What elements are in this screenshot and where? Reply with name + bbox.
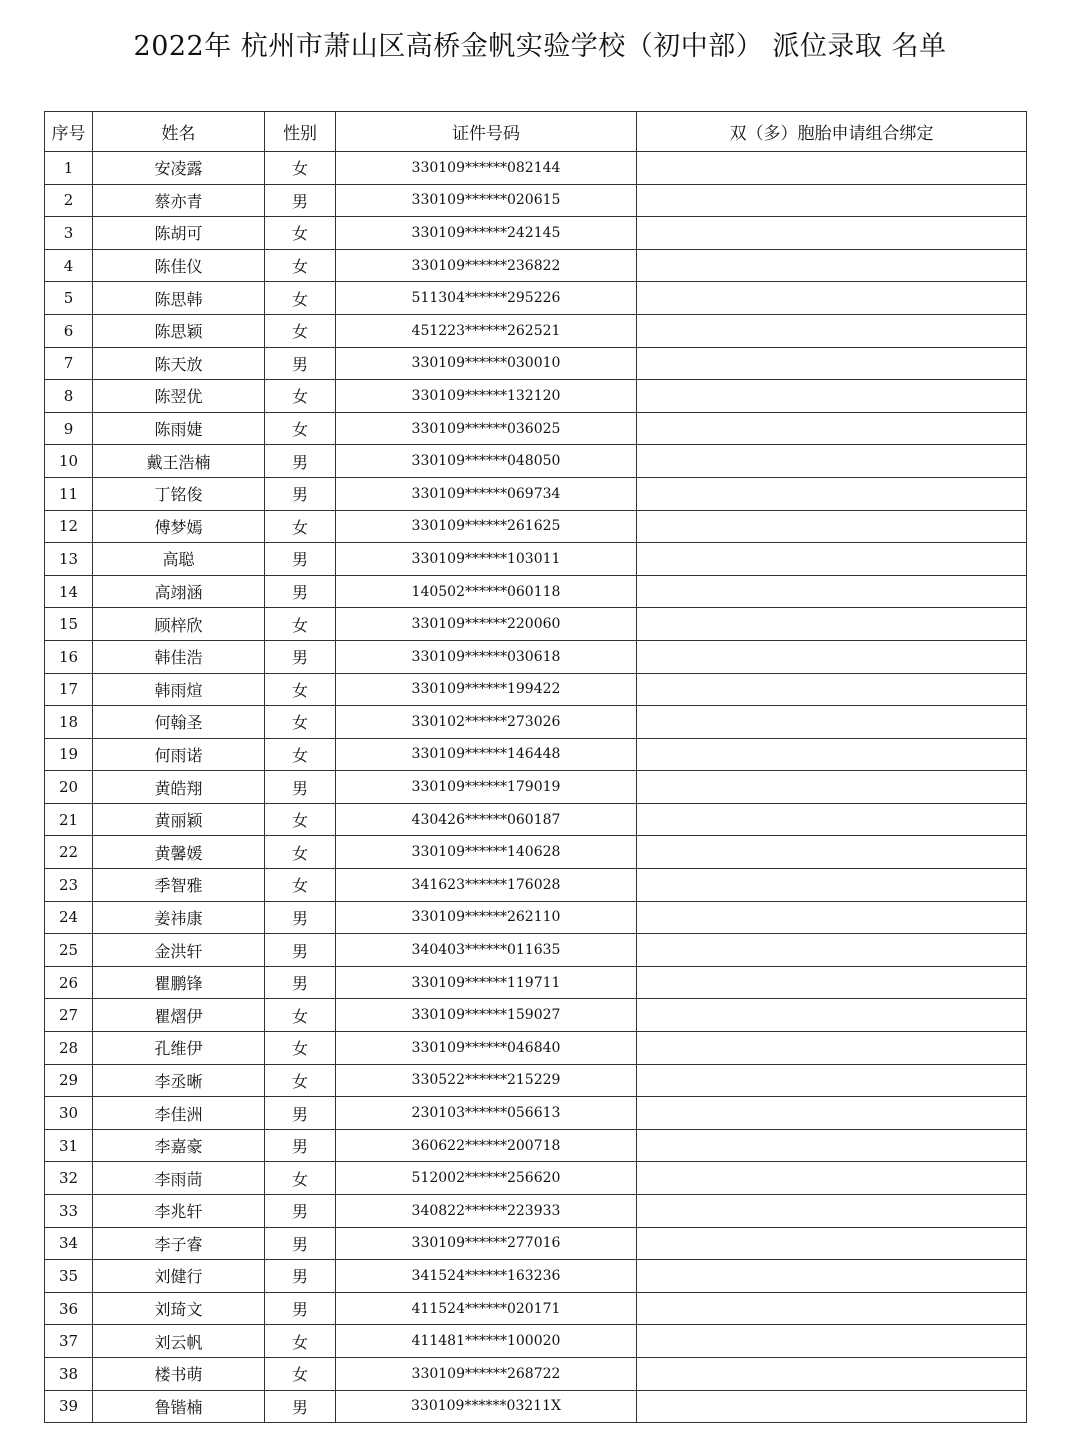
row-id-number: 341623******176028 [336, 869, 637, 902]
row-twin-binding [637, 380, 1027, 413]
row-gender: 男 [265, 347, 336, 380]
table-row [45, 1064, 1027, 1097]
row-serial-number: 28 [45, 1032, 93, 1065]
header-serial-number: 序号 [45, 112, 93, 152]
row-student-name: 孔维伊 [93, 1032, 265, 1065]
admission-table [44, 111, 1027, 1423]
header-id-number: 证件号码 [336, 112, 637, 152]
row-gender: 女 [265, 1325, 336, 1358]
row-gender: 女 [265, 836, 336, 869]
table-row [45, 934, 1027, 967]
row-id-number: 330109******236822 [336, 249, 637, 282]
table-row [45, 608, 1027, 641]
row-serial-number: 39 [45, 1390, 93, 1423]
row-id-number: 330109******262110 [336, 901, 637, 934]
row-twin-binding [637, 901, 1027, 934]
row-student-name: 黄皓翔 [93, 771, 265, 804]
row-gender: 女 [265, 673, 336, 706]
row-student-name: 韩雨煊 [93, 673, 265, 706]
row-student-name: 李丞晰 [93, 1064, 265, 1097]
row-id-number: 330109******179019 [336, 771, 637, 804]
row-twin-binding [637, 575, 1027, 608]
row-student-name: 李佳洲 [93, 1097, 265, 1130]
row-id-number: 330109******082144 [336, 152, 637, 185]
row-gender: 男 [265, 1227, 336, 1260]
row-serial-number: 16 [45, 640, 93, 673]
row-student-name: 高翊涵 [93, 575, 265, 608]
row-serial-number: 12 [45, 510, 93, 543]
row-serial-number: 17 [45, 673, 93, 706]
row-gender: 女 [265, 738, 336, 771]
row-student-name: 金洪轩 [93, 934, 265, 967]
row-student-name: 鲁锴楠 [93, 1390, 265, 1423]
row-student-name: 陈胡可 [93, 217, 265, 250]
row-gender: 女 [265, 217, 336, 250]
row-serial-number: 22 [45, 836, 93, 869]
row-serial-number: 26 [45, 966, 93, 999]
row-student-name: 何翰圣 [93, 706, 265, 739]
row-twin-binding [637, 771, 1027, 804]
row-id-number: 340403******011635 [336, 934, 637, 967]
row-twin-binding [637, 152, 1027, 185]
row-serial-number: 5 [45, 282, 93, 315]
row-id-number: 330109******146448 [336, 738, 637, 771]
row-twin-binding [637, 1032, 1027, 1065]
row-serial-number: 20 [45, 771, 93, 804]
row-gender: 男 [265, 543, 336, 576]
row-serial-number: 19 [45, 738, 93, 771]
row-twin-binding [637, 999, 1027, 1032]
row-serial-number: 13 [45, 543, 93, 576]
row-id-number: 330109******030618 [336, 640, 637, 673]
row-id-number: 330109******268722 [336, 1357, 637, 1390]
row-serial-number: 32 [45, 1162, 93, 1195]
row-serial-number: 36 [45, 1292, 93, 1325]
row-student-name: 何雨诺 [93, 738, 265, 771]
row-serial-number: 33 [45, 1195, 93, 1228]
row-gender: 女 [265, 282, 336, 315]
table-row [45, 412, 1027, 445]
row-id-number: 330102******273026 [336, 706, 637, 739]
row-id-number: 330109******020615 [336, 184, 637, 217]
row-gender: 男 [265, 1097, 336, 1130]
row-twin-binding [637, 1129, 1027, 1162]
row-gender: 女 [265, 510, 336, 543]
row-id-number: 330109******140628 [336, 836, 637, 869]
row-twin-binding [637, 738, 1027, 771]
row-gender: 女 [265, 380, 336, 413]
row-student-name: 李兆轩 [93, 1195, 265, 1228]
table-row [45, 477, 1027, 510]
row-twin-binding [637, 966, 1027, 999]
row-gender: 女 [265, 803, 336, 836]
row-id-number: 330109******119711 [336, 966, 637, 999]
row-gender: 男 [265, 445, 336, 478]
row-serial-number: 30 [45, 1097, 93, 1130]
table-row [45, 1129, 1027, 1162]
row-student-name: 陈佳仪 [93, 249, 265, 282]
row-id-number: 330109******220060 [336, 608, 637, 641]
row-gender: 女 [265, 999, 336, 1032]
row-serial-number: 14 [45, 575, 93, 608]
row-twin-binding [637, 706, 1027, 739]
table-row [45, 282, 1027, 315]
row-id-number: 330109******046840 [336, 1032, 637, 1065]
row-gender: 男 [265, 1260, 336, 1293]
row-student-name: 陈天放 [93, 347, 265, 380]
row-twin-binding [637, 347, 1027, 380]
row-gender: 女 [265, 314, 336, 347]
table-row [45, 836, 1027, 869]
row-serial-number: 35 [45, 1260, 93, 1293]
row-twin-binding [637, 608, 1027, 641]
row-twin-binding [637, 510, 1027, 543]
row-twin-binding [637, 543, 1027, 576]
row-student-name: 戴王浩楠 [93, 445, 265, 478]
table-row [45, 706, 1027, 739]
table-row [45, 510, 1027, 543]
table-row [45, 1260, 1027, 1293]
row-twin-binding [637, 184, 1027, 217]
row-gender: 男 [265, 1195, 336, 1228]
row-serial-number: 10 [45, 445, 93, 478]
row-gender: 男 [265, 966, 336, 999]
header-name: 姓名 [93, 112, 265, 152]
row-serial-number: 27 [45, 999, 93, 1032]
row-gender: 男 [265, 184, 336, 217]
table-row [45, 314, 1027, 347]
row-serial-number: 1 [45, 152, 93, 185]
row-serial-number: 24 [45, 901, 93, 934]
row-student-name: 丁铭俊 [93, 477, 265, 510]
row-twin-binding [637, 412, 1027, 445]
row-id-number: 511304******295226 [336, 282, 637, 315]
row-id-number: 330109******159027 [336, 999, 637, 1032]
row-id-number: 411524******020171 [336, 1292, 637, 1325]
row-student-name: 蔡亦青 [93, 184, 265, 217]
row-student-name: 李子睿 [93, 1227, 265, 1260]
row-gender: 女 [265, 608, 336, 641]
row-gender: 女 [265, 152, 336, 185]
row-serial-number: 37 [45, 1325, 93, 1358]
row-id-number: 340822******223933 [336, 1195, 637, 1228]
row-twin-binding [637, 673, 1027, 706]
table-row [45, 640, 1027, 673]
row-twin-binding [637, 869, 1027, 902]
table-row [45, 152, 1027, 185]
row-gender: 男 [265, 575, 336, 608]
row-id-number: 330109******242145 [336, 217, 637, 250]
row-id-number: 512002******256620 [336, 1162, 637, 1195]
row-serial-number: 23 [45, 869, 93, 902]
row-twin-binding [637, 640, 1027, 673]
row-id-number: 330522******215229 [336, 1064, 637, 1097]
row-twin-binding [637, 477, 1027, 510]
row-twin-binding [637, 836, 1027, 869]
row-serial-number: 29 [45, 1064, 93, 1097]
table-row [45, 1325, 1027, 1358]
row-serial-number: 18 [45, 706, 93, 739]
row-student-name: 瞿鹏锋 [93, 966, 265, 999]
row-gender: 男 [265, 901, 336, 934]
row-id-number: 330109******030010 [336, 347, 637, 380]
table-row [45, 1292, 1027, 1325]
row-id-number: 330109******199422 [336, 673, 637, 706]
table-header [45, 112, 1027, 152]
row-gender: 男 [265, 771, 336, 804]
table-row [45, 771, 1027, 804]
row-gender: 女 [265, 869, 336, 902]
row-twin-binding [637, 934, 1027, 967]
row-student-name: 李嘉豪 [93, 1129, 265, 1162]
row-twin-binding [637, 249, 1027, 282]
row-student-name: 季智雅 [93, 869, 265, 902]
row-gender: 女 [265, 1064, 336, 1097]
table-row [45, 738, 1027, 771]
row-id-number: 330109******069734 [336, 477, 637, 510]
row-student-name: 姜祎康 [93, 901, 265, 934]
row-id-number: 341524******163236 [336, 1260, 637, 1293]
row-serial-number: 21 [45, 803, 93, 836]
row-gender: 女 [265, 412, 336, 445]
row-twin-binding [637, 1390, 1027, 1423]
row-gender: 男 [265, 934, 336, 967]
row-twin-binding [637, 1162, 1027, 1195]
row-twin-binding [637, 803, 1027, 836]
row-twin-binding [637, 314, 1027, 347]
table-row [45, 347, 1027, 380]
row-serial-number: 11 [45, 477, 93, 510]
row-twin-binding [637, 1292, 1027, 1325]
table-row [45, 543, 1027, 576]
row-twin-binding [637, 1260, 1027, 1293]
row-serial-number: 34 [45, 1227, 93, 1260]
table-row [45, 1195, 1027, 1228]
row-student-name: 陈雨婕 [93, 412, 265, 445]
row-id-number: 330109******03211X [336, 1390, 637, 1423]
row-id-number: 360622******200718 [336, 1129, 637, 1162]
row-gender: 女 [265, 1357, 336, 1390]
row-gender: 男 [265, 1292, 336, 1325]
row-student-name: 黄丽颖 [93, 803, 265, 836]
table-row [45, 249, 1027, 282]
row-student-name: 韩佳浩 [93, 640, 265, 673]
row-student-name: 陈思韩 [93, 282, 265, 315]
page-title: 2022年 杭州市萧山区高桥金帆实验学校（初中部） 派位录取 名单 [133, 31, 947, 62]
row-student-name: 高聪 [93, 543, 265, 576]
row-twin-binding [637, 282, 1027, 315]
row-student-name: 李雨茼 [93, 1162, 265, 1195]
row-gender: 男 [265, 1129, 336, 1162]
row-serial-number: 6 [45, 314, 93, 347]
row-gender: 女 [265, 249, 336, 282]
table-row [45, 673, 1027, 706]
row-id-number: 411481******100020 [336, 1325, 637, 1358]
row-id-number: 230103******056613 [336, 1097, 637, 1130]
row-id-number: 330109******277016 [336, 1227, 637, 1260]
row-student-name: 刘琦文 [93, 1292, 265, 1325]
row-gender: 男 [265, 640, 336, 673]
row-serial-number: 25 [45, 934, 93, 967]
row-id-number: 330109******132120 [336, 380, 637, 413]
row-id-number: 330109******103011 [336, 543, 637, 576]
table-row [45, 217, 1027, 250]
row-serial-number: 31 [45, 1129, 93, 1162]
table-row [45, 184, 1027, 217]
row-student-name: 刘云帆 [93, 1325, 265, 1358]
table-row [45, 1097, 1027, 1130]
row-student-name: 陈翌优 [93, 380, 265, 413]
table-row [45, 803, 1027, 836]
row-serial-number: 15 [45, 608, 93, 641]
table-row [45, 869, 1027, 902]
table-row [45, 1032, 1027, 1065]
row-serial-number: 2 [45, 184, 93, 217]
row-student-name: 陈思颖 [93, 314, 265, 347]
row-student-name: 瞿熠伊 [93, 999, 265, 1032]
table-row [45, 999, 1027, 1032]
row-student-name: 安凌露 [93, 152, 265, 185]
row-twin-binding [637, 445, 1027, 478]
row-gender: 女 [265, 1032, 336, 1065]
row-student-name: 黄馨媛 [93, 836, 265, 869]
header-row [45, 112, 1027, 152]
row-twin-binding [637, 1064, 1027, 1097]
table-row [45, 575, 1027, 608]
row-gender: 女 [265, 1162, 336, 1195]
row-id-number: 330109******036025 [336, 412, 637, 445]
row-student-name: 顾梓欣 [93, 608, 265, 641]
row-student-name: 楼书萌 [93, 1357, 265, 1390]
row-serial-number: 38 [45, 1357, 93, 1390]
table-row [45, 1390, 1027, 1423]
table-row [45, 1162, 1027, 1195]
row-gender: 男 [265, 1390, 336, 1423]
row-twin-binding [637, 1325, 1027, 1358]
table-body [45, 152, 1027, 1423]
header-gender: 性别 [265, 112, 336, 152]
row-gender: 女 [265, 706, 336, 739]
row-twin-binding [637, 1227, 1027, 1260]
table-row [45, 380, 1027, 413]
row-serial-number: 9 [45, 412, 93, 445]
row-id-number: 330109******048050 [336, 445, 637, 478]
row-twin-binding [637, 1097, 1027, 1130]
row-serial-number: 4 [45, 249, 93, 282]
row-serial-number: 3 [45, 217, 93, 250]
row-id-number: 140502******060118 [336, 575, 637, 608]
row-serial-number: 8 [45, 380, 93, 413]
row-student-name: 刘健行 [93, 1260, 265, 1293]
row-twin-binding [637, 217, 1027, 250]
row-twin-binding [637, 1357, 1027, 1390]
row-id-number: 451223******262521 [336, 314, 637, 347]
header-twin-binding: 双（多）胞胎申请组合绑定 [637, 112, 1027, 152]
row-id-number: 330109******261625 [336, 510, 637, 543]
table-row [45, 1227, 1027, 1260]
table-row [45, 1357, 1027, 1390]
table-row [45, 901, 1027, 934]
row-twin-binding [637, 1195, 1027, 1228]
row-gender: 男 [265, 477, 336, 510]
row-serial-number: 7 [45, 347, 93, 380]
table-row [45, 966, 1027, 999]
row-student-name: 傅梦嫣 [93, 510, 265, 543]
table-row [45, 445, 1027, 478]
row-id-number: 430426******060187 [336, 803, 637, 836]
